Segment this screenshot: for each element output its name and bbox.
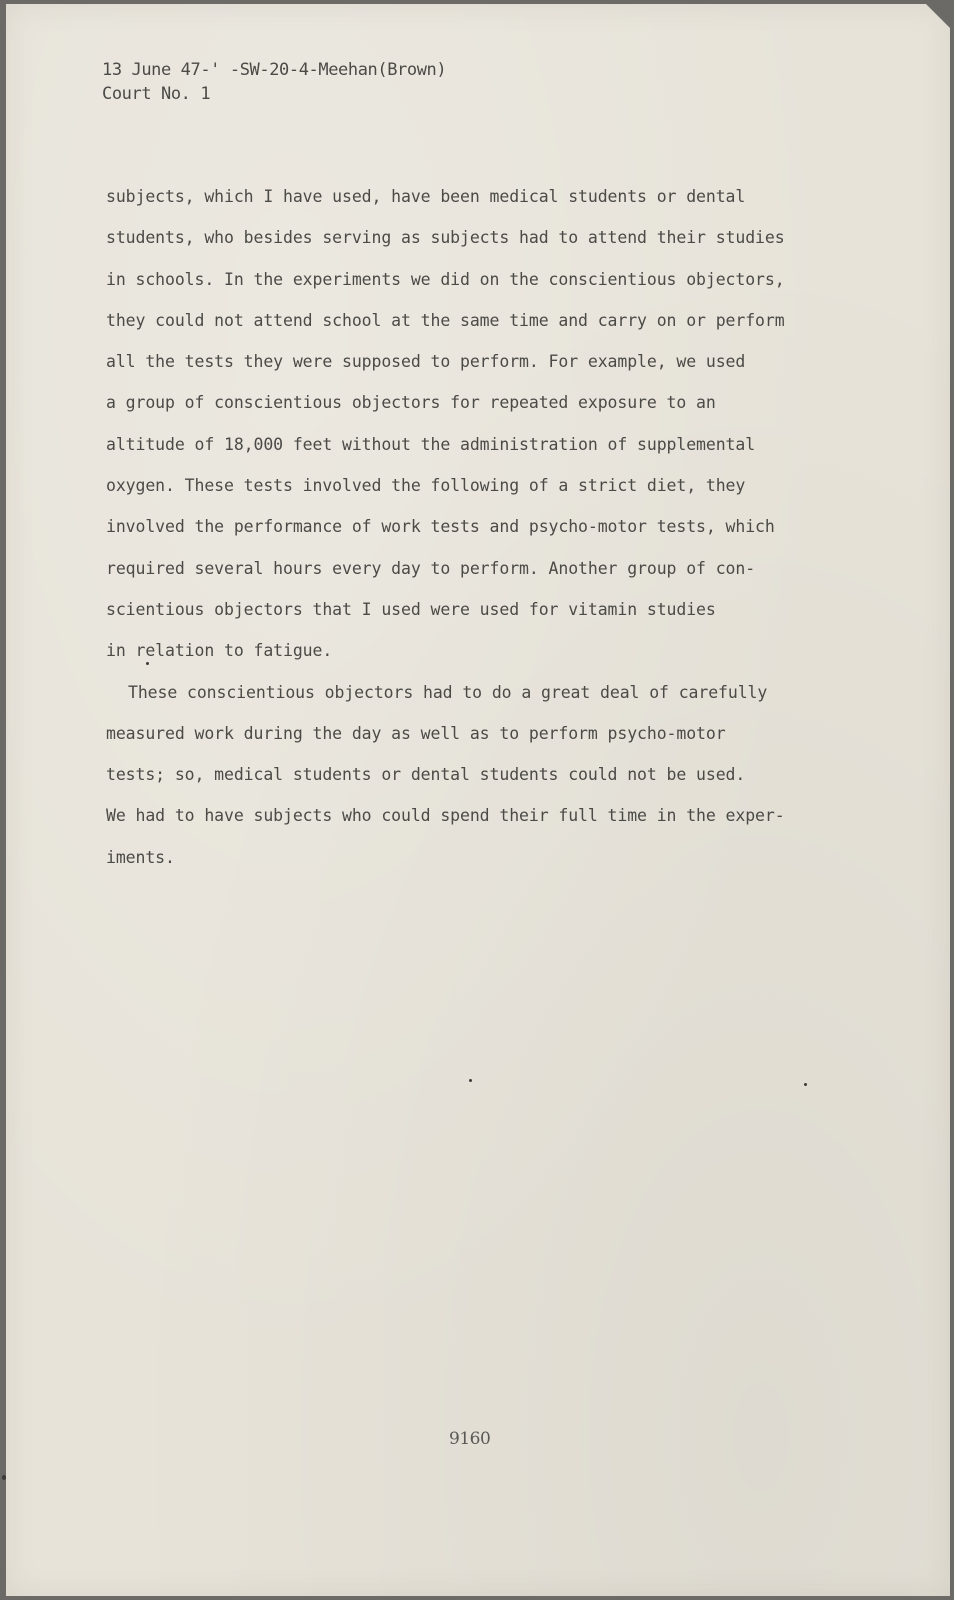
body-line: subjects, which I have used, have been medical students or dental bbox=[106, 187, 746, 206]
body-line: all the tests they were supposed to perform. For example, we used bbox=[106, 352, 746, 372]
page-corner-fold bbox=[926, 4, 950, 28]
body-line: scientious objectors that I used were used for vitamin studies bbox=[106, 599, 716, 619]
paper-speck bbox=[146, 662, 149, 665]
testimony-body bbox=[106, 176, 785, 878]
body-line: a group of conscientious objectors for repeated exposure to an bbox=[106, 393, 716, 413]
body-line: iments. bbox=[106, 847, 175, 867]
document-header bbox=[102, 58, 446, 106]
body-line: in relation to fatigue. bbox=[106, 641, 333, 661]
body-line: they could not attend school at the same time and carry on or perform bbox=[106, 310, 785, 330]
paper-speck bbox=[2, 1475, 6, 1480]
document-page bbox=[6, 4, 950, 1596]
paper-speck bbox=[469, 1079, 472, 1082]
page-number: 9160 bbox=[449, 1429, 491, 1449]
body-line-paragraph-start: These conscientious objectors had to do a great deal of carefully bbox=[128, 682, 768, 702]
body-line: measured work during the day as well as to perform psycho-motor bbox=[106, 723, 726, 743]
body-line: oxygen. These tests involved the following of a strict diet, they bbox=[106, 476, 746, 496]
body-line: altitude of 18,000 feet without the administration of supplemental bbox=[106, 434, 756, 454]
body-line: involved the performance of work tests and psycho-motor tests, which bbox=[106, 517, 775, 537]
header-date-line: 13 June 47-' -SW-20-4-Meehan(Brown) bbox=[102, 60, 447, 80]
body-line: tests; so, medical students or dental students could not be used. bbox=[106, 765, 746, 785]
header-court-line: Court No. 1 bbox=[102, 84, 211, 104]
paper-speck bbox=[804, 1083, 807, 1086]
body-line: required several hours every day to perform. Another group of con- bbox=[106, 558, 756, 578]
body-line: We had to have subjects who could spend their full time in the exper- bbox=[106, 806, 785, 826]
body-line: in schools. In the experiments we did on the conscientious objectors, bbox=[106, 269, 785, 289]
body-line: students, who besides serving as subjects had to attend their studies bbox=[106, 228, 785, 248]
